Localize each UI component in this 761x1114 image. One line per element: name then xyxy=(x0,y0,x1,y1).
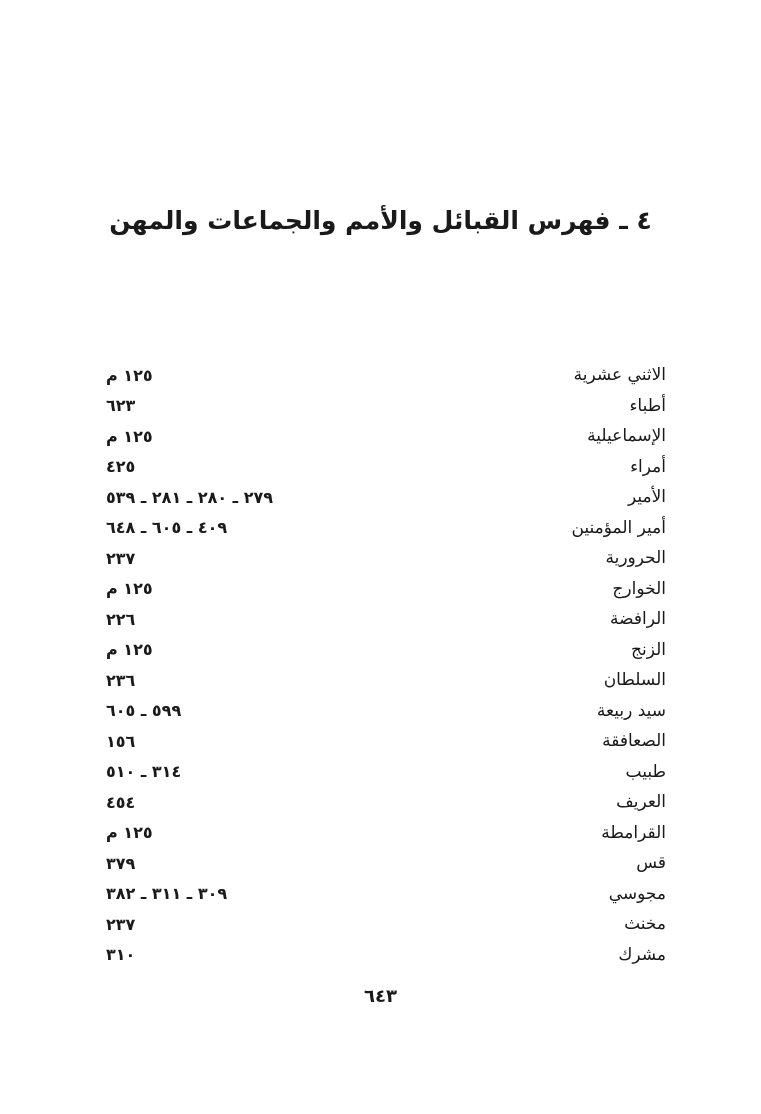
entry-term: سيد ربيعة xyxy=(596,700,666,721)
index-entry xyxy=(100,391,666,422)
index-entry xyxy=(100,513,666,544)
entry-page-refs: ١٢٥ م xyxy=(106,365,153,385)
entry-page-refs: ١٥٦ xyxy=(106,731,136,751)
index-entry xyxy=(100,940,666,971)
entry-term: أمراء xyxy=(630,456,666,477)
entry-term: مشرك xyxy=(618,944,666,965)
entry-term: القرامطة xyxy=(601,822,666,843)
index-entry xyxy=(100,879,666,910)
entry-page-refs: ١٢٥ م xyxy=(106,823,153,843)
entry-page-refs: ٣١٤ ـ ٥١٠ xyxy=(106,762,182,782)
index-entry xyxy=(100,574,666,605)
entry-page-refs: ٢٣٦ xyxy=(106,670,136,690)
entry-term: قس xyxy=(636,853,666,874)
entry-page-refs: ١٢٥ م xyxy=(106,579,153,599)
entry-page-refs: ١٢٥ م xyxy=(106,640,153,660)
index-entry xyxy=(100,452,666,483)
entry-term: مجوسي xyxy=(608,883,666,904)
entry-term: الخوارج xyxy=(612,578,666,599)
entry-page-refs: ٦٢٣ xyxy=(106,396,136,416)
entry-term: الحرورية xyxy=(605,548,666,569)
index-entry xyxy=(100,787,666,818)
entry-term: أطباء xyxy=(629,395,666,416)
index-entry xyxy=(100,665,666,696)
entry-term: مخنث xyxy=(624,914,666,935)
entry-page-refs: ٣١٠ xyxy=(106,945,136,965)
index-entry xyxy=(100,421,666,452)
index-entry xyxy=(100,757,666,788)
entry-page-refs: ٢٢٦ xyxy=(106,609,136,629)
entry-page-refs: ٤٥٤ xyxy=(106,792,136,812)
entry-page-refs: ٢٧٩ ـ ٢٨٠ ـ ٢٨١ ـ ٥٣٩ xyxy=(106,487,274,507)
entry-page-refs: ٣٠٩ ـ ٣١١ ـ ٣٨٢ xyxy=(106,884,228,904)
index-entry xyxy=(100,543,666,574)
entry-page-refs: ٤٠٩ ـ ٦٠٥ ـ ٦٤٨ xyxy=(106,518,228,538)
entry-term: الزنج xyxy=(631,639,666,660)
index-entry xyxy=(100,696,666,727)
entry-term: طبيب xyxy=(625,761,666,782)
entry-term: أمير المؤمنين xyxy=(571,517,666,538)
entry-term: الأمير xyxy=(627,487,666,508)
index-entry xyxy=(100,482,666,513)
entry-page-refs: ٢٣٧ xyxy=(106,548,136,568)
index-list xyxy=(100,360,666,970)
entry-page-refs: ١٢٥ م xyxy=(106,426,153,446)
entry-term: الاثني عشرية xyxy=(573,365,666,386)
entry-term: العريف xyxy=(616,792,666,813)
entry-page-refs: ٣٧٩ xyxy=(106,853,136,873)
entry-page-refs: ٤٢٥ xyxy=(106,457,136,477)
index-entry xyxy=(100,818,666,849)
entry-term: السلطان xyxy=(603,670,666,691)
index-entry xyxy=(100,604,666,635)
index-entry xyxy=(100,360,666,391)
entry-term: الإسماعيلية xyxy=(587,426,666,447)
entry-page-refs: ٥٩٩ ـ ٦٠٥ xyxy=(106,701,182,721)
index-entry xyxy=(100,726,666,757)
index-entry xyxy=(100,848,666,879)
index-entry xyxy=(100,635,666,666)
entry-page-refs: ٢٣٧ xyxy=(106,914,136,934)
entry-term: الرافضة xyxy=(610,609,666,630)
entry-term: الصعافقة xyxy=(602,731,666,752)
page-title: ٤ ـ فهرس القبائل والأمم والجماعات والمهن xyxy=(109,206,652,235)
page-number: ٦٤٣ xyxy=(364,986,397,1007)
index-entry xyxy=(100,909,666,940)
